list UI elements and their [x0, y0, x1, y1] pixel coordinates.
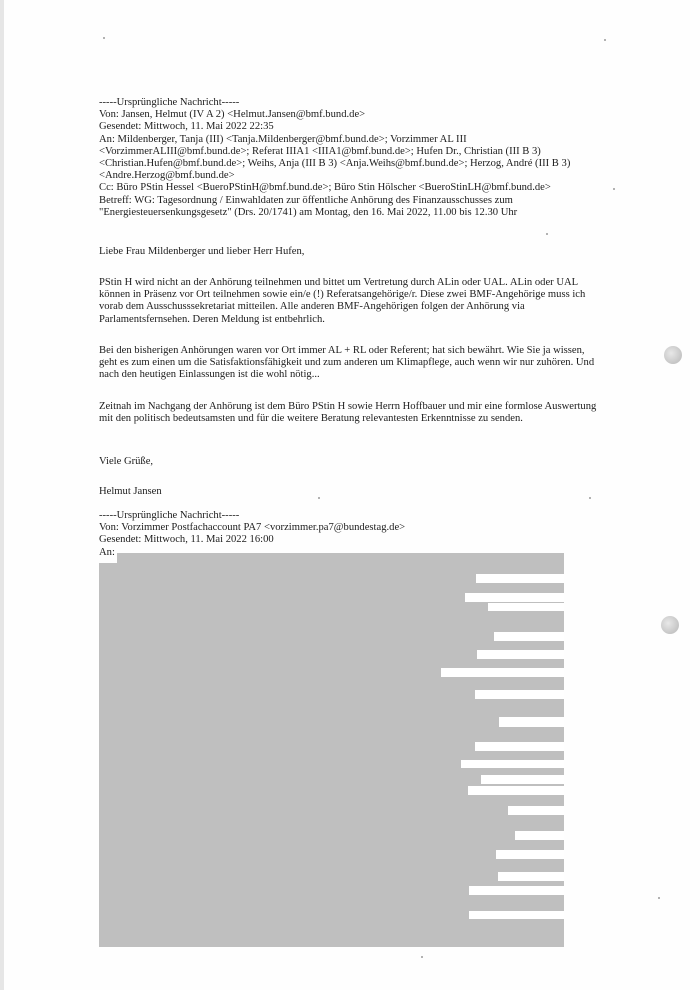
redaction-gap — [494, 632, 564, 641]
subject-line: Betreff: WG: Tagesordnung / Einwahldaten zur öffentliche Anhörung des Finanzausschusses zum — [99, 194, 513, 206]
sent-line-1: Gesendet: Mittwoch, 11. Mai 2022 22:35 — [99, 121, 274, 133]
scan-speck — [103, 37, 105, 39]
redaction-gap — [499, 717, 564, 727]
redaction-gap — [475, 690, 564, 699]
redaction-gap — [481, 775, 564, 784]
redaction-gap — [515, 831, 564, 840]
closing: Viele Grüße, — [99, 456, 154, 467]
body-paragraph: Zeitnah im Nachgang der Anhörung ist dem Büro PStin H sowie Herrn Hoffbauer und mir eine formlose Auswertung mit den politisch bedeutsamsten und für die weitere Beratung relevantesten Erkenntnisse zu senden. — [99, 401, 597, 425]
email-header-1 — [99, 97, 599, 219]
to-line: <Andre.Herzog@bmf.bund.de> — [99, 170, 235, 182]
signature: Helmut Jansen — [99, 486, 162, 497]
from-line-2: Von: Vorzimmer Postfachaccount PA7 <vorzimmer.pa7@bundestag.de> — [99, 522, 406, 534]
scan-edge — [0, 0, 4, 990]
subject-line: "Energiesteuersenkungsgesetz" (Drs. 20/1741) am Montag, den 16. Mai 2022, 11.00 bis 12.30 Uhr — [99, 206, 518, 218]
body-paragraph: PStin H wird nicht an der Anhörung teilnehmen und bittet um Vertretung durch ALin oder UAL. ALin oder UAL können in Präsenz vor Ort teilnehmen sowie ein/e (!) Referatsangehörige/r. Diese zwei BMF-Angehörige muss ich vorab dem Ausschusssekretariat mitteilen. Alle anderen BMF-Angehörigen folgen der Anhörung via Parlamentsfernsehen. Deren Meldung ist entbehrlich. — [99, 277, 586, 325]
redaction-gap — [475, 742, 564, 751]
cc-line: Cc: Büro PStin Hessel <BueroPStinH@bmf.bund.de>; Büro Stin Hölscher <BueroStinLH@bmf.bund.de> — [99, 182, 551, 194]
redaction-gap — [496, 850, 564, 859]
redaction-block — [117, 553, 564, 563]
redaction-gap — [461, 760, 564, 768]
redaction-gap — [469, 911, 564, 919]
separator-1: -----Ursprüngliche Nachricht----- — [99, 97, 240, 108]
separator-2: -----Ursprüngliche Nachricht----- — [99, 510, 240, 521]
redaction-gap — [465, 593, 564, 602]
scan-speck — [589, 497, 591, 499]
to-label-2: An: — [99, 546, 115, 558]
scan-speck — [613, 188, 615, 190]
redaction-gap — [441, 668, 564, 677]
redaction-gap — [498, 872, 564, 881]
scan-speck — [604, 39, 606, 41]
redaction-gap — [469, 886, 564, 895]
greeting: Liebe Frau Mildenberger und lieber Herr Hufen, — [99, 246, 305, 257]
sent-line-2: Gesendet: Mittwoch, 11. Mai 2022 16:00 — [99, 534, 274, 546]
redaction-gap — [468, 786, 564, 795]
punch-hole — [664, 346, 682, 364]
email-header-2 — [99, 510, 599, 559]
punch-hole — [661, 616, 679, 634]
redaction-gap — [476, 574, 564, 583]
redaction-block — [99, 563, 441, 947]
redaction-gap — [488, 603, 564, 611]
from-line-1: Von: Jansen, Helmut (IV A 2) <Helmut.Jansen@bmf.bund.de> — [99, 109, 366, 121]
scan-speck — [546, 233, 548, 235]
scan-speck — [318, 497, 320, 499]
scan-speck — [658, 897, 660, 899]
body-paragraph: Bei den bisherigen Anhörungen waren vor Ort immer AL + RL oder Referent; hat sich bewährt. Wie Sie ja wissen, geht es zum einen um die Satisfaktionsfähigkeit und zum anderen um Klimapflege, auch wenn wir nur zuhören. Und nach den heutigen Einlassungen ist die wohl nötig... — [99, 345, 595, 381]
scan-speck — [421, 956, 423, 958]
redaction-gap — [477, 650, 564, 659]
redaction-gap — [508, 806, 564, 815]
to-line: An: Mildenberger, Tanja (III) <Tanja.Mildenberger@bmf.bund.de>; Vorzimmer AL III — [99, 133, 467, 145]
to-line: <VorzimmerALIII@bmf.bund.de>; Referat IIIA1 <IIIA1@bmf.bund.de>; Hufen Dr., Christian (III B 3) — [99, 145, 541, 157]
to-line: <Christian.Hufen@bmf.bund.de>; Weihs, Anja (III B 3) <Anja.Weihs@bmf.bund.de>; Herzog, André (III B 3) — [99, 158, 571, 170]
